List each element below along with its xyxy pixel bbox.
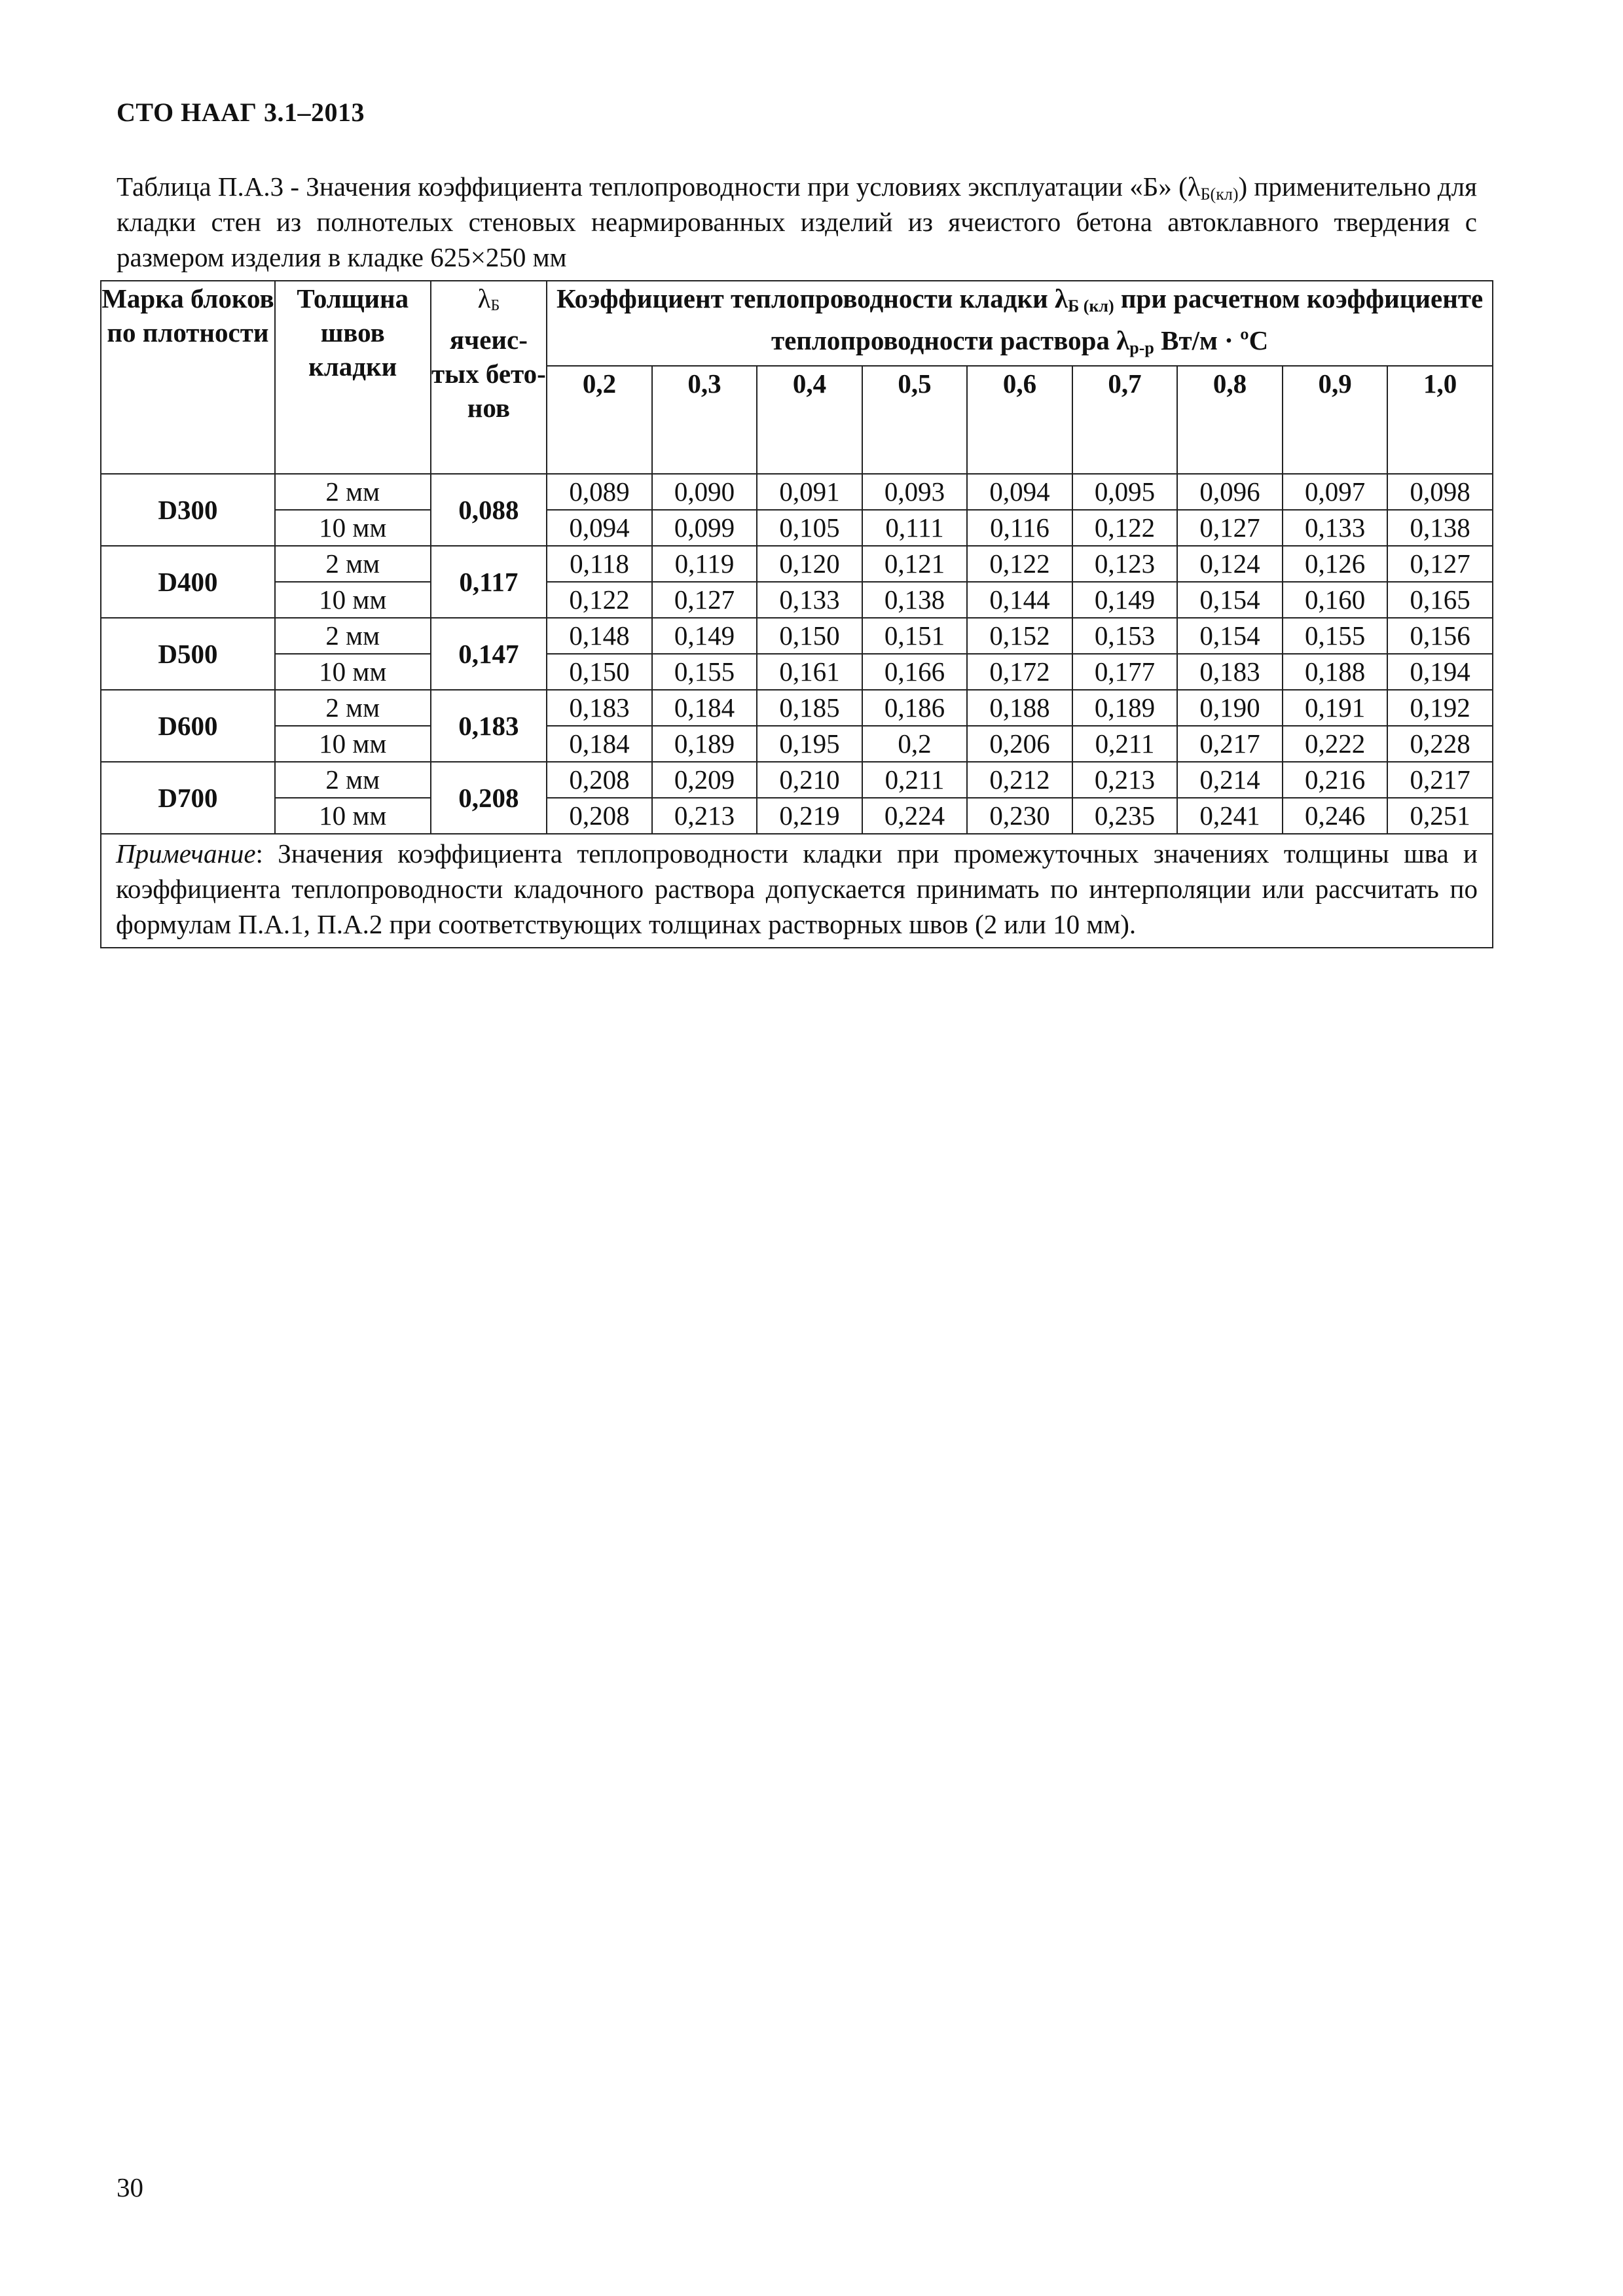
value-cell: 0,119: [652, 546, 757, 582]
value-cell: 0,213: [652, 798, 757, 834]
table-row: [101, 546, 1493, 582]
mortar-value-header: 0,3: [652, 366, 757, 474]
value-cell: 0,096: [1177, 474, 1283, 510]
value-cell: 0,2: [862, 726, 968, 762]
table-note: [101, 834, 1493, 948]
mortar-value-header: 0,2: [547, 366, 652, 474]
page-number: 30: [117, 2172, 143, 2202]
value-cell: 0,211: [1072, 726, 1178, 762]
value-cell: 0,210: [757, 762, 862, 798]
value-cell: 0,186: [862, 690, 968, 726]
value-cell: 0,213: [1072, 762, 1178, 798]
conductivity-table: [100, 280, 1493, 948]
value-cell: 0,190: [1177, 690, 1283, 726]
joint-cell: 10 мм: [275, 582, 431, 618]
caption-text-2: ) применительно для кладки стен из полнотелых стеновых неармированных изделий из ячеистого бетона автоклавного твердения с размером изделия в кладке 625×250 мм: [117, 171, 1477, 272]
value-cell: 0,189: [1072, 690, 1178, 726]
value-cell: 0,091: [757, 474, 862, 510]
value-cell: 0,166: [862, 654, 968, 690]
value-cell: 0,194: [1387, 654, 1493, 690]
joint-cell: 2 мм: [275, 690, 431, 726]
table-row: [101, 582, 1493, 618]
joint-cell: 10 мм: [275, 654, 431, 690]
value-cell: 0,208: [547, 762, 652, 798]
value-cell: 0,153: [1072, 618, 1178, 654]
value-cell: 0,188: [967, 690, 1072, 726]
value-cell: 0,165: [1387, 582, 1493, 618]
value-cell: 0,185: [757, 690, 862, 726]
note-text: : Значения коэффициента теплопроводности кладки при промежуточных значениях толщины шва и коэффициента теплопроводности кладочного раствора допускается принимать по интерполяции или рассчитать по формулам П.А.1, П.А.2 при соответствующих толщинах растворных швов (2 или 10 мм).: [116, 838, 1478, 939]
value-cell: 0,151: [862, 618, 968, 654]
value-cell: 0,090: [652, 474, 757, 510]
value-cell: 0,124: [1177, 546, 1283, 582]
value-cell: 0,094: [547, 510, 652, 546]
value-cell: 0,122: [547, 582, 652, 618]
joint-cell: 2 мм: [275, 546, 431, 582]
value-cell: 0,155: [652, 654, 757, 690]
note-label: Примечание: [116, 838, 256, 869]
value-cell: 0,189: [652, 726, 757, 762]
value-cell: 0,118: [547, 546, 652, 582]
value-cell: 0,099: [652, 510, 757, 546]
table-row: [101, 654, 1493, 690]
brand-cell: D300: [101, 474, 275, 546]
value-cell: 0,208: [547, 798, 652, 834]
value-cell: 0,214: [1177, 762, 1283, 798]
caption-text-1: Таблица П.А.3 - Значения коэффициента теплопроводности при условиях эксплуатации «Б» (λ: [117, 171, 1201, 202]
value-cell: 0,206: [967, 726, 1072, 762]
value-cell: 0,241: [1177, 798, 1283, 834]
value-cell: 0,122: [967, 546, 1072, 582]
value-cell: 0,209: [652, 762, 757, 798]
mortar-value-header: 0,4: [757, 366, 862, 474]
document-code: СТО НААГ 3.1–2013: [117, 98, 365, 127]
table-row: [101, 690, 1493, 726]
value-cell: 0,094: [967, 474, 1072, 510]
value-cell: 0,156: [1387, 618, 1493, 654]
joint-cell: 10 мм: [275, 510, 431, 546]
value-cell: 0,154: [1177, 582, 1283, 618]
value-cell: 0,149: [652, 618, 757, 654]
value-cell: 0,133: [1283, 510, 1388, 546]
value-cell: 0,148: [547, 618, 652, 654]
value-cell: 0,121: [862, 546, 968, 582]
value-cell: 0,177: [1072, 654, 1178, 690]
value-cell: 0,246: [1283, 798, 1388, 834]
value-cell: 0,183: [547, 690, 652, 726]
value-cell: 0,127: [652, 582, 757, 618]
brand-cell: D600: [101, 690, 275, 762]
joint-cell: 2 мм: [275, 762, 431, 798]
mortar-value-header: 0,8: [1177, 366, 1283, 474]
table-row: [101, 798, 1493, 834]
value-cell: 0,095: [1072, 474, 1178, 510]
joint-cell: 2 мм: [275, 474, 431, 510]
value-cell: 0,192: [1387, 690, 1493, 726]
mortar-value-header: 0,9: [1283, 366, 1388, 474]
table-caption: [117, 169, 1477, 275]
table-row: [101, 510, 1493, 546]
brand-cell: D400: [101, 546, 275, 618]
value-cell: 0,098: [1387, 474, 1493, 510]
value-cell: 0,235: [1072, 798, 1178, 834]
joint-cell: 10 мм: [275, 726, 431, 762]
value-cell: 0,111: [862, 510, 968, 546]
value-cell: 0,089: [547, 474, 652, 510]
value-cell: 0,216: [1283, 762, 1388, 798]
brand-cell: D700: [101, 762, 275, 834]
col-header-lambda: [431, 281, 547, 474]
lambda-label: ячеис-тых бето-нов: [431, 325, 546, 423]
value-cell: 0,183: [1177, 654, 1283, 690]
value-cell: 0,195: [757, 726, 862, 762]
value-cell: 0,154: [1177, 618, 1283, 654]
value-cell: 0,188: [1283, 654, 1388, 690]
value-cell: 0,212: [967, 762, 1072, 798]
mortar-value-header: 1,0: [1387, 366, 1493, 474]
col-header-joint-thickness: Толщина швов кладки: [275, 281, 431, 474]
value-cell: 0,219: [757, 798, 862, 834]
value-cell: 0,222: [1283, 726, 1388, 762]
value-cell: 0,217: [1387, 762, 1493, 798]
lambda-cell: 0,147: [431, 618, 547, 690]
joint-cell: 10 мм: [275, 798, 431, 834]
value-cell: 0,122: [1072, 510, 1178, 546]
col-header-group: Коэффициент теплопроводности кладки λБ (кл) при расчетном коэффициенте теплопроводности раствора λр-р Вт/м · ºC: [547, 281, 1493, 366]
value-cell: 0,138: [862, 582, 968, 618]
value-cell: 0,217: [1177, 726, 1283, 762]
value-cell: 0,160: [1283, 582, 1388, 618]
mortar-value-header: 0,6: [967, 366, 1072, 474]
value-cell: 0,224: [862, 798, 968, 834]
joint-cell: 2 мм: [275, 618, 431, 654]
value-cell: 0,184: [547, 726, 652, 762]
value-cell: 0,161: [757, 654, 862, 690]
value-cell: 0,172: [967, 654, 1072, 690]
mortar-value-header: 0,7: [1072, 366, 1178, 474]
value-cell: 0,251: [1387, 798, 1493, 834]
value-cell: 0,230: [967, 798, 1072, 834]
value-cell: 0,093: [862, 474, 968, 510]
lambda-cell: 0,088: [431, 474, 547, 546]
value-cell: 0,184: [652, 690, 757, 726]
value-cell: 0,152: [967, 618, 1072, 654]
value-cell: 0,120: [757, 546, 862, 582]
value-cell: 0,105: [757, 510, 862, 546]
value-cell: 0,116: [967, 510, 1072, 546]
value-cell: 0,191: [1283, 690, 1388, 726]
lambda-cell: 0,117: [431, 546, 547, 618]
lambda-symbol: λБ: [477, 283, 500, 314]
value-cell: 0,150: [757, 618, 862, 654]
value-cell: 0,127: [1177, 510, 1283, 546]
value-cell: 0,127: [1387, 546, 1493, 582]
table-row: [101, 474, 1493, 510]
value-cell: 0,149: [1072, 582, 1178, 618]
caption-subscript: Б(кл): [1200, 185, 1239, 204]
table-row: [101, 726, 1493, 762]
lambda-cell: 0,183: [431, 690, 547, 762]
value-cell: 0,138: [1387, 510, 1493, 546]
value-cell: 0,123: [1072, 546, 1178, 582]
value-cell: 0,228: [1387, 726, 1493, 762]
lambda-cell: 0,208: [431, 762, 547, 834]
value-cell: 0,211: [862, 762, 968, 798]
table-row: [101, 618, 1493, 654]
value-cell: 0,097: [1283, 474, 1388, 510]
value-cell: 0,126: [1283, 546, 1388, 582]
value-cell: 0,150: [547, 654, 652, 690]
value-cell: 0,144: [967, 582, 1072, 618]
value-cell: 0,133: [757, 582, 862, 618]
brand-cell: D500: [101, 618, 275, 690]
col-header-brand: Марка блоков по плотности: [101, 281, 275, 474]
value-cell: 0,155: [1283, 618, 1388, 654]
table-row: [101, 762, 1493, 798]
mortar-value-header: 0,5: [862, 366, 968, 474]
